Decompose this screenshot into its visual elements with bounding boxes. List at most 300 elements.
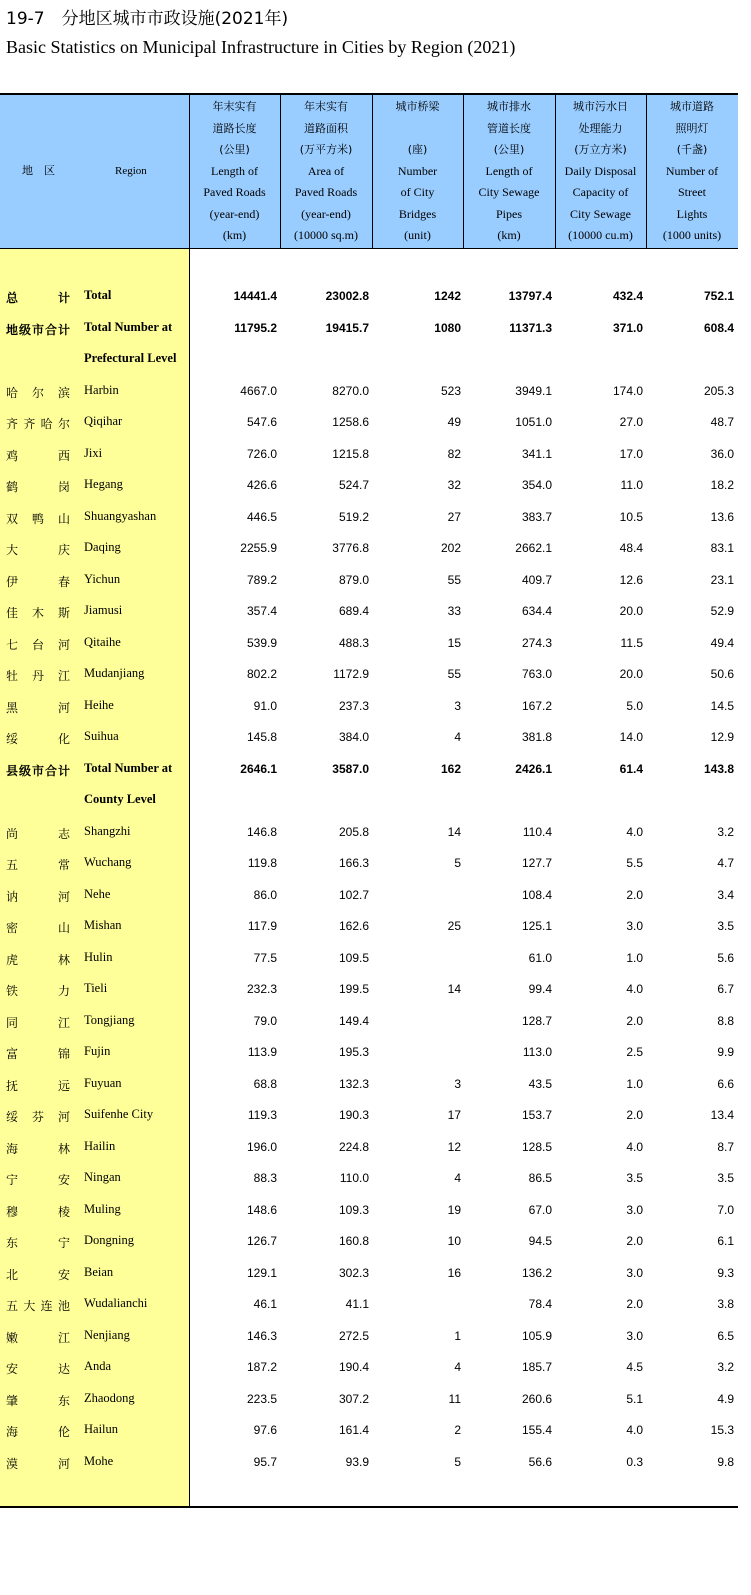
region-name-cn: 牡丹江	[6, 669, 70, 683]
cell-value: 33	[447, 604, 461, 618]
column-header-cn-line: 年末实有	[212, 100, 257, 114]
cell-value: 185.7	[521, 1360, 552, 1374]
cell-value: 752.1	[703, 289, 734, 303]
cell-value: 2.5	[626, 1045, 643, 1059]
region-name-en: Fuyuan	[84, 1075, 122, 1090]
cell-value: 117.9	[247, 919, 277, 933]
region-name-en: Jiamusi	[84, 603, 123, 617]
region-name-cn: 县级市合计	[6, 763, 70, 778]
region-name-cn: 鸡西	[6, 448, 70, 463]
cell-value: 432.4	[612, 289, 643, 303]
cell-value: 3.2	[717, 1360, 734, 1374]
cell-value: 8.8	[717, 1013, 734, 1028]
cell-value: 726.0	[246, 446, 277, 461]
column-header-cn-line: 照明灯	[675, 121, 709, 135]
cell-value: 689.4	[338, 604, 369, 618]
column-header-cn-line: (公里)	[493, 143, 525, 157]
cell-value: 0.3	[626, 1454, 643, 1469]
region-name-en: Mishan	[84, 918, 122, 932]
region-name-en: Tieli	[84, 981, 108, 995]
cell-value: 12.9	[710, 730, 734, 744]
cell-value: 357.4	[246, 604, 277, 618]
cell-value: 11	[448, 1391, 461, 1406]
cell-value: 91.0	[253, 698, 277, 713]
cell-value: 13.4	[710, 1108, 734, 1122]
cell-value: 205.3	[703, 383, 734, 398]
cell-value: 224.8	[338, 1139, 369, 1154]
cell-value: 9.9	[717, 1045, 734, 1059]
cell-value: 6.7	[717, 982, 734, 996]
cell-value: 15.3	[710, 1423, 734, 1437]
table-row	[0, 1100, 738, 1132]
column-header-en-line: Lights	[676, 206, 708, 221]
region-name-cn: 虎林	[6, 952, 70, 967]
cell-value: 12.6	[619, 572, 643, 587]
region-name-cn: 伊春	[6, 574, 70, 589]
cell-value: 446.5	[246, 509, 277, 524]
cell-value: 205.8	[338, 824, 369, 839]
cell-value: 13.6	[710, 509, 734, 524]
cell-value: 162.6	[338, 919, 369, 933]
cell-value: 3.0	[626, 1328, 643, 1343]
region-name-en: Anda	[84, 1359, 112, 1373]
cell-value: 174.0	[612, 383, 643, 398]
cell-value: 5	[454, 856, 461, 870]
cell-value: 4.0	[626, 1139, 643, 1154]
cell-value: 2.0	[626, 1013, 643, 1028]
cell-value: 145.8	[246, 730, 277, 744]
cell-value: 36.0	[710, 446, 734, 461]
cell-value: 409.7	[521, 572, 552, 587]
cell-value: 190.3	[338, 1108, 369, 1122]
cell-value: 16	[447, 1265, 461, 1280]
column-header-en-line: (unit)	[404, 228, 431, 243]
cell-value: 4	[454, 1171, 461, 1185]
cell-value: 10.5	[619, 509, 643, 524]
column-header-en-line: Length of	[485, 163, 533, 178]
cell-value: 27.0	[619, 415, 643, 429]
column-header-en-line: (10000 cu.m)	[568, 228, 633, 243]
cell-value: 6.6	[717, 1076, 734, 1091]
cell-value: 11795.2	[234, 320, 277, 335]
cell-value: 1080	[434, 320, 461, 335]
column-header-cn-line: 城市排水	[487, 100, 531, 114]
region-name-en: Fujin	[84, 1044, 111, 1058]
table-row	[0, 1447, 738, 1479]
cell-value: 160.8	[338, 1234, 369, 1248]
region-name-en: Daqing	[84, 540, 121, 554]
column-header-4	[463, 95, 555, 248]
column-header-en-line: (year-end)	[301, 206, 351, 221]
cell-value: 4.0	[626, 824, 643, 839]
cell-value: 19415.7	[325, 320, 369, 335]
column-header-cn-line: 城市道路	[670, 100, 714, 114]
cell-value: 49.4	[710, 635, 734, 650]
region-name-cn: 地级市合计	[6, 322, 70, 337]
region-header-cn: 地 区	[22, 165, 55, 177]
cell-value: 371.0	[612, 320, 643, 335]
cell-value: 3	[454, 1076, 461, 1091]
cell-value: 79.0	[253, 1013, 277, 1028]
region-name-cn: 宁安	[6, 1173, 70, 1187]
region-name-cn: 海伦	[6, 1425, 70, 1439]
column-header-cn-line: (公里)	[219, 143, 250, 157]
cell-value: 4.9	[717, 1391, 734, 1406]
cell-value: 11371.3	[509, 320, 552, 335]
column-header-en-line: Street	[678, 185, 706, 200]
cell-value: 1258.6	[332, 415, 369, 429]
table-row	[0, 1132, 738, 1164]
column-header-cn-line: 城市桥梁	[395, 100, 440, 114]
table-row	[0, 848, 738, 880]
table-row	[0, 533, 738, 565]
cell-value: 11.0	[620, 478, 643, 492]
table-row	[0, 596, 738, 628]
region-name-en: Ningan	[84, 1170, 121, 1184]
cell-value: 27	[447, 509, 461, 524]
region-name-cn: 同江	[6, 1015, 70, 1030]
cell-value: 2.0	[626, 1297, 643, 1311]
cell-value: 119.8	[247, 856, 277, 870]
cell-value: 2646.1	[240, 761, 277, 776]
region-name-en: Prefectural Level	[84, 351, 177, 365]
column-header-en-line: Number of	[665, 163, 719, 178]
cell-value: 4.5	[626, 1360, 643, 1374]
cell-value: 196.0	[246, 1139, 277, 1154]
column-header-5	[555, 95, 646, 248]
column-header-2	[280, 95, 372, 248]
region-name-en: Suihua	[84, 729, 119, 743]
column-header-en-line: Paved Roads	[294, 185, 358, 200]
cell-value: 10	[447, 1234, 461, 1248]
cell-value: 3.0	[626, 1202, 643, 1217]
region-name-en: Beian	[84, 1264, 114, 1279]
region-name-cn: 铁力	[6, 984, 70, 998]
region-name-cn: 肇东	[6, 1393, 70, 1408]
cell-value: 17	[447, 1108, 461, 1122]
cell-value: 3.8	[717, 1297, 734, 1311]
cell-value: 55	[447, 667, 461, 681]
column-header-cn-line: 处理能力	[578, 121, 623, 135]
table-row	[0, 1289, 738, 1321]
column-header-cn-line: 管道长度	[487, 121, 531, 135]
region-name-en: Suifenhe City	[84, 1107, 154, 1121]
cell-value: 136.2	[521, 1265, 552, 1280]
cell-value: 5.5	[626, 856, 643, 870]
region-name-en: Jixi	[84, 445, 103, 460]
cell-value: 56.6	[528, 1454, 552, 1469]
cell-value: 4667.0	[240, 383, 277, 398]
table-row	[0, 313, 738, 345]
region-name-cn: 鹤岗	[6, 480, 70, 494]
column-header-en-line: Bridges	[398, 206, 437, 221]
column-header-en-line: of City	[400, 185, 435, 200]
cell-value: 23.1	[710, 572, 734, 587]
region-name-cn: 讷河	[6, 889, 70, 904]
cell-value: 20.0	[619, 604, 643, 618]
cell-value: 14441.4	[233, 289, 277, 303]
cell-value: 127.7	[521, 856, 552, 870]
region-name-en: County Level	[84, 792, 156, 806]
region-name-cn: 双鸭山	[6, 511, 70, 526]
cell-value: 132.3	[338, 1076, 369, 1091]
cell-value: 12	[447, 1139, 461, 1154]
region-name-en: Harbin	[84, 382, 119, 397]
column-header-en-line: City Sewage	[570, 206, 631, 221]
cell-value: 113.9	[247, 1045, 277, 1059]
region-name-en: Total Number at	[84, 319, 173, 334]
cell-value: 83.1	[710, 541, 734, 555]
cell-value: 166.3	[338, 856, 369, 870]
table-row	[0, 439, 738, 471]
region-name-en: Yichun	[84, 571, 121, 586]
cell-value: 110.0	[339, 1171, 369, 1185]
table-row	[0, 691, 738, 723]
cell-value: 3.0	[626, 1265, 643, 1280]
cell-value: 126.7	[246, 1234, 277, 1248]
cell-value: 539.9	[246, 635, 277, 650]
region-name-cn: 密山	[6, 921, 70, 935]
cell-value: 802.2	[246, 667, 277, 681]
region-name-en: Dongning	[84, 1233, 134, 1247]
cell-value: 1.0	[626, 1076, 643, 1091]
cell-value: 14	[447, 824, 461, 839]
region-name-en: Nenjiang	[84, 1327, 130, 1342]
cell-value: 146.3	[246, 1328, 277, 1343]
table-row	[0, 502, 738, 534]
table-row	[0, 1006, 738, 1038]
cell-value: 97.6	[253, 1423, 277, 1437]
cell-value: 108.4	[521, 887, 552, 902]
table-row	[0, 1069, 738, 1101]
cell-value: 78.4	[528, 1297, 552, 1311]
cell-value: 1172.9	[333, 667, 369, 681]
cell-value: 162	[440, 761, 461, 776]
cell-value: 237.3	[338, 698, 369, 713]
region-name-en: Hailin	[84, 1138, 116, 1153]
cell-value: 4.0	[626, 1423, 643, 1437]
cell-value: 50.6	[710, 667, 734, 681]
table-title-en: Basic Statistics on Municipal Infrastructure in Cities by Region (2021)	[6, 37, 516, 57]
column-header-3	[372, 95, 463, 248]
table-row	[0, 376, 738, 408]
region-header-en: Region	[115, 165, 147, 177]
cell-value: 3949.1	[515, 383, 552, 398]
column-header-cn-line: 道路面积	[304, 121, 348, 135]
cell-value: 384.0	[338, 730, 369, 744]
table-row	[0, 659, 738, 691]
cell-value: 5.6	[717, 950, 734, 965]
table-row	[0, 344, 738, 376]
cell-value: 94.5	[528, 1234, 552, 1248]
cell-value: 1242	[434, 289, 461, 303]
region-name-cn: 绥化	[6, 732, 70, 746]
cell-value: 5.1	[626, 1391, 643, 1406]
region-name-cn: 黑河	[6, 700, 70, 715]
cell-value: 2255.9	[240, 541, 277, 555]
region-name-cn: 抚远	[6, 1078, 70, 1093]
column-header-en-line: Capacity of	[572, 185, 629, 200]
cell-value: 4	[454, 1360, 461, 1374]
table-row	[0, 880, 738, 912]
cell-value: 223.5	[246, 1391, 277, 1406]
cell-value: 8.7	[717, 1139, 734, 1154]
cell-value: 153.7	[521, 1108, 552, 1122]
cell-value: 8270.0	[332, 383, 369, 398]
region-name-cn: 大庆	[6, 543, 70, 557]
cell-value: 155.4	[521, 1423, 552, 1437]
cell-value: 381.8	[521, 730, 552, 744]
cell-value: 109.3	[338, 1202, 369, 1217]
column-header-cn-line: (千盏)	[676, 143, 708, 157]
cell-value: 2	[454, 1423, 461, 1437]
cell-value: 55	[447, 572, 461, 587]
cell-value: 48.4	[619, 541, 643, 555]
region-name-en: Heihe	[84, 697, 114, 712]
cell-value: 524.7	[338, 478, 369, 492]
region-name-en: Mudanjiang	[84, 666, 145, 680]
cell-value: 1051.0	[515, 415, 552, 429]
cell-value: 202	[440, 541, 461, 555]
cell-value: 5	[454, 1454, 461, 1469]
region-name-en: Qitaihe	[84, 634, 121, 649]
region-name-cn: 七台河	[6, 637, 70, 652]
column-header-en-line: Pipes	[495, 206, 522, 221]
column-header-en-line: (km)	[222, 228, 247, 243]
column-header-en-line: (km)	[497, 228, 521, 243]
region-name-en: Wudalianchi	[84, 1296, 148, 1310]
region-name-cn: 绥芬河	[6, 1110, 70, 1124]
table-title-cn: 19-7 分地区城市市政设施(2021年)	[6, 9, 289, 29]
cell-value: 128.7	[521, 1013, 552, 1028]
cell-value: 20.0	[619, 667, 643, 681]
cell-value: 260.6	[521, 1391, 552, 1406]
region-name-cn: 穆棱	[6, 1204, 70, 1219]
table-row	[0, 407, 738, 439]
column-header-en-line: (10000 sq.m)	[294, 228, 358, 243]
cell-value: 3.5	[717, 1171, 734, 1185]
column-header-en-line: (year-end)	[209, 206, 260, 221]
cell-value: 105.9	[521, 1328, 552, 1343]
cell-value: 2.0	[626, 1108, 643, 1122]
table-row	[0, 565, 738, 597]
cell-value: 879.0	[338, 572, 369, 587]
region-name-cn: 尚志	[6, 826, 70, 841]
cell-value: 3.5	[626, 1171, 643, 1185]
statistics-table	[0, 93, 738, 1508]
cell-value: 18.2	[710, 478, 734, 492]
cell-value: 119.3	[247, 1108, 277, 1122]
cell-value: 6.5	[717, 1328, 734, 1343]
table-row	[0, 943, 738, 975]
cell-value: 2426.1	[515, 761, 552, 776]
region-name-en: Hegang	[84, 477, 123, 491]
table-header	[0, 95, 738, 249]
region-name-cn: 海林	[6, 1141, 70, 1156]
cell-value: 7.0	[717, 1202, 734, 1217]
cell-value: 99.4	[528, 982, 552, 996]
cell-value: 4.7	[717, 856, 734, 870]
region-name-en: Hailun	[84, 1422, 119, 1436]
cell-value: 41.1	[345, 1297, 369, 1311]
cell-value: 2.0	[626, 887, 643, 902]
column-header-en-line: Length of	[211, 163, 258, 178]
cell-value: 52.9	[710, 604, 734, 618]
cell-value: 109.5	[338, 950, 369, 965]
column-header-6	[646, 95, 738, 248]
region-name-en: Muling	[84, 1201, 121, 1216]
cell-value: 14.5	[710, 698, 734, 713]
cell-value: 5.0	[626, 698, 643, 713]
column-header-1	[189, 95, 280, 248]
cell-value: 61.0	[528, 950, 552, 965]
table-row	[0, 817, 738, 849]
cell-value: 13797.4	[508, 289, 552, 303]
cell-value: 113.0	[522, 1045, 552, 1059]
cell-value: 95.7	[253, 1454, 277, 1469]
cell-value: 634.4	[521, 604, 552, 618]
column-header-cn-line: 年末实有	[304, 100, 348, 114]
cell-value: 488.3	[338, 635, 369, 650]
column-header-en-line: Number	[397, 163, 438, 178]
cell-value: 307.2	[338, 1391, 369, 1406]
region-name-cn: 总 计	[6, 291, 70, 305]
region-name-en: Wuchang	[84, 855, 132, 869]
cell-value: 3.5	[717, 919, 734, 933]
region-name-en: Mohe	[84, 1453, 114, 1468]
cell-value: 3.0	[626, 919, 643, 933]
region-name-cn: 五常	[6, 858, 70, 872]
cell-value: 9.3	[717, 1265, 734, 1280]
cell-value: 129.1	[246, 1265, 277, 1280]
column-header-en-line: City Sewage	[478, 185, 540, 200]
table-row	[0, 1384, 738, 1416]
region-name-cn: 五大连池	[6, 1299, 70, 1313]
table-row	[0, 1226, 738, 1258]
column-header-cn-line: 道路长度	[212, 121, 257, 135]
cell-value: 77.5	[253, 950, 277, 965]
cell-value: 48.7	[710, 415, 734, 429]
cell-value: 199.5	[338, 982, 369, 996]
column-header-cn-line: (万立方米)	[574, 143, 627, 157]
cell-value: 519.2	[338, 509, 369, 524]
cell-value: 763.0	[521, 667, 552, 681]
cell-value: 2662.1	[515, 541, 552, 555]
region-name-cn: 安达	[6, 1362, 70, 1376]
cell-value: 3776.8	[332, 541, 369, 555]
cell-value: 302.3	[338, 1265, 369, 1280]
table-row	[0, 974, 738, 1006]
cell-value: 523	[440, 383, 461, 398]
cell-value: 125.1	[521, 919, 552, 933]
cell-value: 61.4	[619, 761, 643, 776]
cell-value: 25	[447, 919, 461, 933]
cell-value: 148.6	[246, 1202, 277, 1217]
cell-value: 274.3	[521, 635, 552, 650]
cell-value: 4.0	[626, 982, 643, 996]
cell-value: 272.5	[338, 1328, 369, 1343]
cell-value: 17.0	[619, 446, 643, 461]
cell-value: 143.8	[703, 761, 734, 776]
cell-value: 1	[454, 1328, 461, 1343]
table-row	[0, 628, 738, 660]
region-name-cn: 齐齐哈尔	[6, 417, 70, 431]
column-header-cn-line: (万平方米)	[299, 143, 353, 157]
column-header-cn-line	[372, 118, 463, 140]
cell-value: 15	[447, 635, 461, 650]
region-name-en: Shuangyashan	[84, 508, 157, 523]
cell-value: 19	[447, 1202, 461, 1217]
